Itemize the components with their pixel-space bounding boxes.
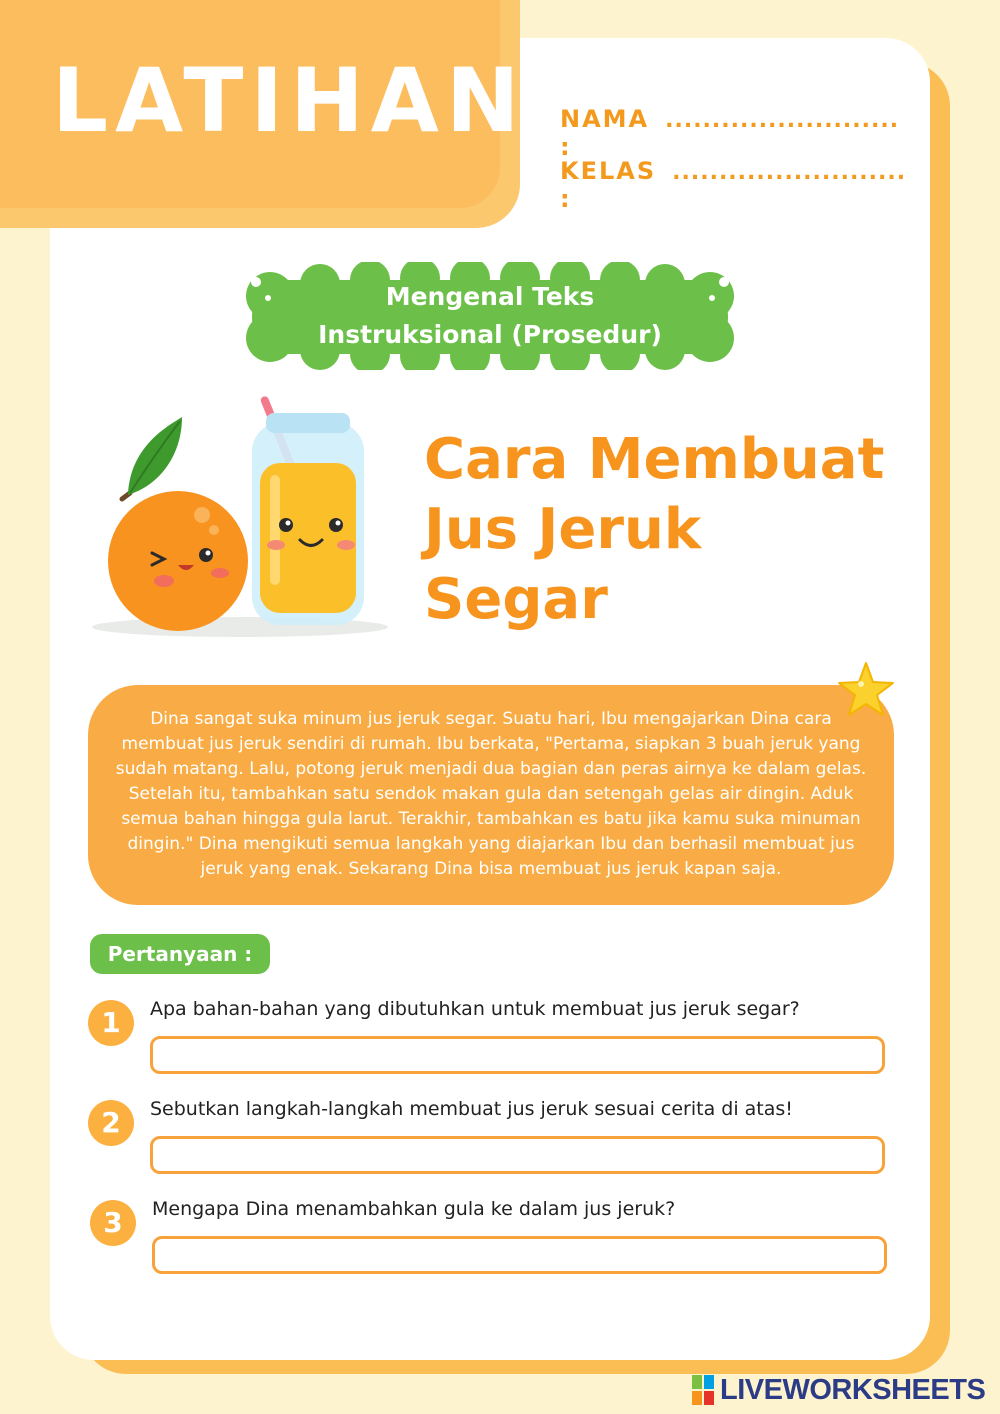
liveworksheets-logo-icon xyxy=(692,1375,716,1405)
question-text-3: Mengapa Dina menambahkan gula ke dalam jus jeruk? xyxy=(152,1198,676,1220)
answer-input-1[interactable] xyxy=(150,1036,885,1074)
name-dots: ......................... xyxy=(665,108,900,133)
star-icon xyxy=(835,660,897,722)
main-title-line-1: Cara Membuat xyxy=(424,427,885,492)
liveworksheets-brand xyxy=(692,1373,985,1407)
orange-fruit-icon xyxy=(108,417,248,631)
main-title-line-2: Jus Jeruk xyxy=(424,497,702,562)
question-text-1: Apa bahan-bahan yang dibutuhkan untuk membuat jus jeruk segar? xyxy=(150,998,800,1020)
questions-label: Pertanyaan : xyxy=(90,934,270,974)
question-text-2: Sebutkan langkah-langkah membuat jus jeruk sesuai cerita di atas! xyxy=(150,1098,793,1120)
worksheet-title: LATIHAN xyxy=(52,49,527,152)
question-number-1: 1 xyxy=(88,1000,134,1046)
topic-line-1: Mengenal Teks xyxy=(385,282,595,311)
brand-text: LIVEWORKSHEETS xyxy=(720,1373,986,1406)
question-number-2: 2 xyxy=(88,1100,134,1146)
main-title-line-3: Segar xyxy=(424,567,608,632)
orange-juice-illustration xyxy=(90,385,410,645)
header-tab xyxy=(0,0,527,208)
question-number-3: 3 xyxy=(90,1200,136,1246)
answer-input-3[interactable] xyxy=(152,1236,887,1274)
topic-line-2: Instruksional (Prosedur) xyxy=(318,320,662,349)
main-title xyxy=(424,425,904,635)
name-field xyxy=(560,105,900,161)
story-text: Dina sangat suka minum jus jeruk segar. Suatu hari, Ibu mengajarkan Dina cara membuat jus jeruk sendiri di rumah. Ibu berkata, "Pertama, siapkan 3 buah jeruk yang sudah matang. Lalu, potong jeruk menjadi dua bagian dan peras airnya ke dalam gelas. Setelah itu, tambahkan satu sendok makan gula dan setengah gelas air dingin. Aduk semua bahan hingga gula larut. Terakhir, tambahkan es batu jika kamu suka minuman dingin." Dina mengikuti semua langkah yang diajarkan Ibu dan berhasil membuat jus jeruk yang enak. Sekarang Dina bisa membuat jus jeruk kapan saja. xyxy=(115,709,867,879)
class-field xyxy=(560,157,907,213)
class-dots: ......................... xyxy=(672,160,907,185)
class-label: KELAS : xyxy=(560,157,657,213)
juice-jar-icon xyxy=(252,395,364,625)
topic-badge xyxy=(230,262,750,370)
story-box xyxy=(88,685,894,905)
answer-input-2[interactable] xyxy=(150,1136,885,1174)
name-label: NAMA : xyxy=(560,105,650,161)
